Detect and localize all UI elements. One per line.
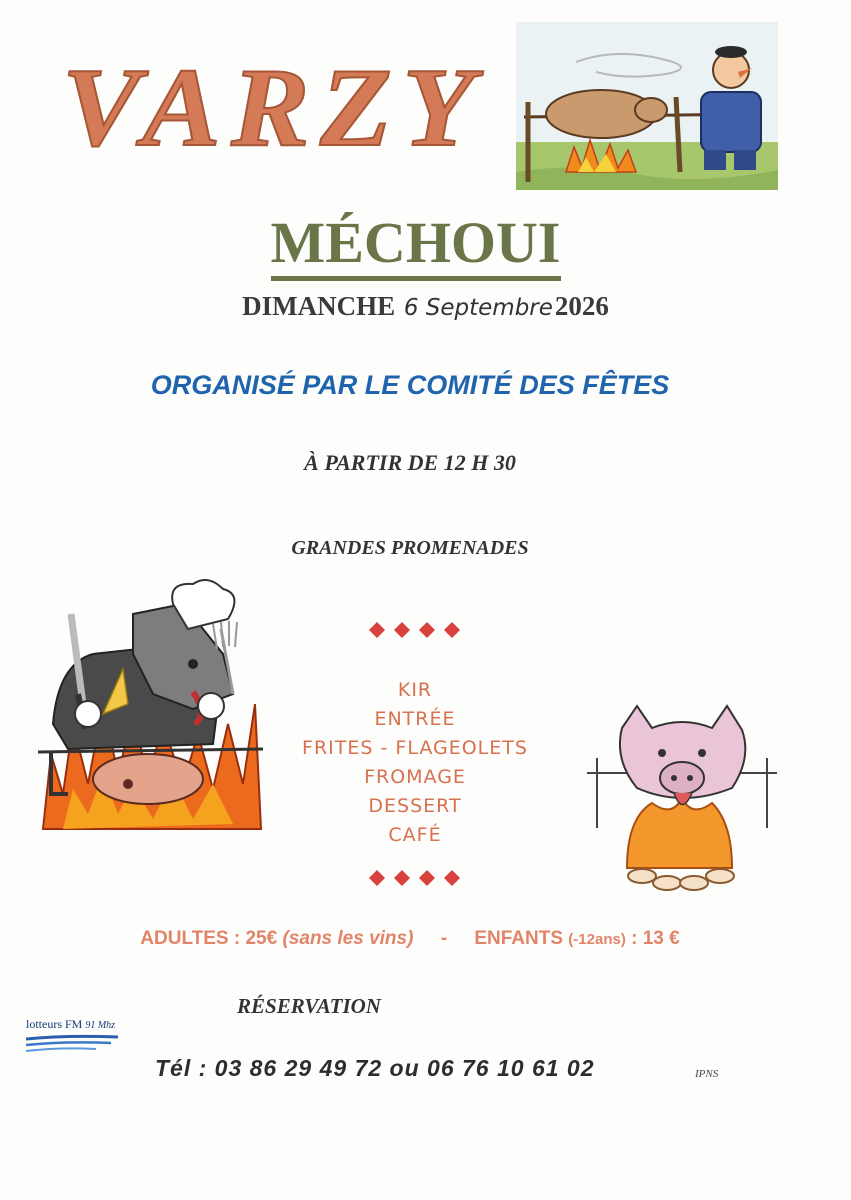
children-price: : 13 €	[631, 928, 680, 949]
children-age-note: (-12ans)	[568, 931, 626, 948]
children-label: ENFANTS	[474, 928, 564, 949]
date-day-label: DIMANCHE	[242, 291, 396, 321]
organiser-line: ORGANISÉ PAR LE COMITÉ DES FÊTES	[150, 370, 670, 400]
menu-item: CAFÉ	[388, 824, 442, 846]
phone-numbers: Tél : 03 86 29 49 72 ou 06 76 10 61 02	[155, 1055, 595, 1081]
radio-name-line	[26, 1017, 115, 1032]
radio-name: lotteurs FM	[26, 1017, 83, 1031]
menu-item: FRITES - FLAGEOLETS	[302, 737, 528, 759]
date-year: 2026	[554, 291, 609, 321]
start-time: À PARTIR DE 12 H 30	[304, 450, 516, 475]
event-title: MÉCHOUI	[0, 214, 831, 281]
date-handwritten: 6 Septembre	[403, 295, 553, 321]
diamond-row-top	[365, 620, 465, 640]
reservation-label: RÉSERVATION	[237, 994, 381, 1018]
menu-item: DESSERT	[368, 795, 462, 817]
menu-item: FROMAGE	[364, 766, 466, 788]
menu-item: ENTRÉE	[374, 708, 456, 730]
menu-list	[250, 676, 580, 850]
price-line	[0, 928, 820, 950]
menu-item: KIR	[397, 679, 433, 701]
roast-pig-spit-picture	[516, 22, 778, 190]
price-separator: -	[440, 928, 448, 949]
town-title: VARZY	[62, 46, 485, 170]
location: GRANDES PROMENADES	[291, 537, 529, 559]
pig-on-spit-picture	[582, 698, 782, 898]
event-date	[0, 290, 851, 324]
radio-logo	[26, 1017, 136, 1057]
diamond-icon	[369, 622, 460, 638]
diamond-icon	[369, 870, 460, 886]
radio-wave-logo	[26, 1033, 121, 1055]
adult-price: ADULTES : 25€	[140, 928, 278, 949]
diamond-row-bottom	[365, 868, 465, 888]
radio-frequency: 91 Mhz	[85, 1020, 116, 1031]
adult-price-note: (sans les vins)	[282, 928, 414, 949]
wolf-chef-picture	[33, 574, 268, 839]
ipns-mention: IPNS	[695, 1068, 719, 1080]
